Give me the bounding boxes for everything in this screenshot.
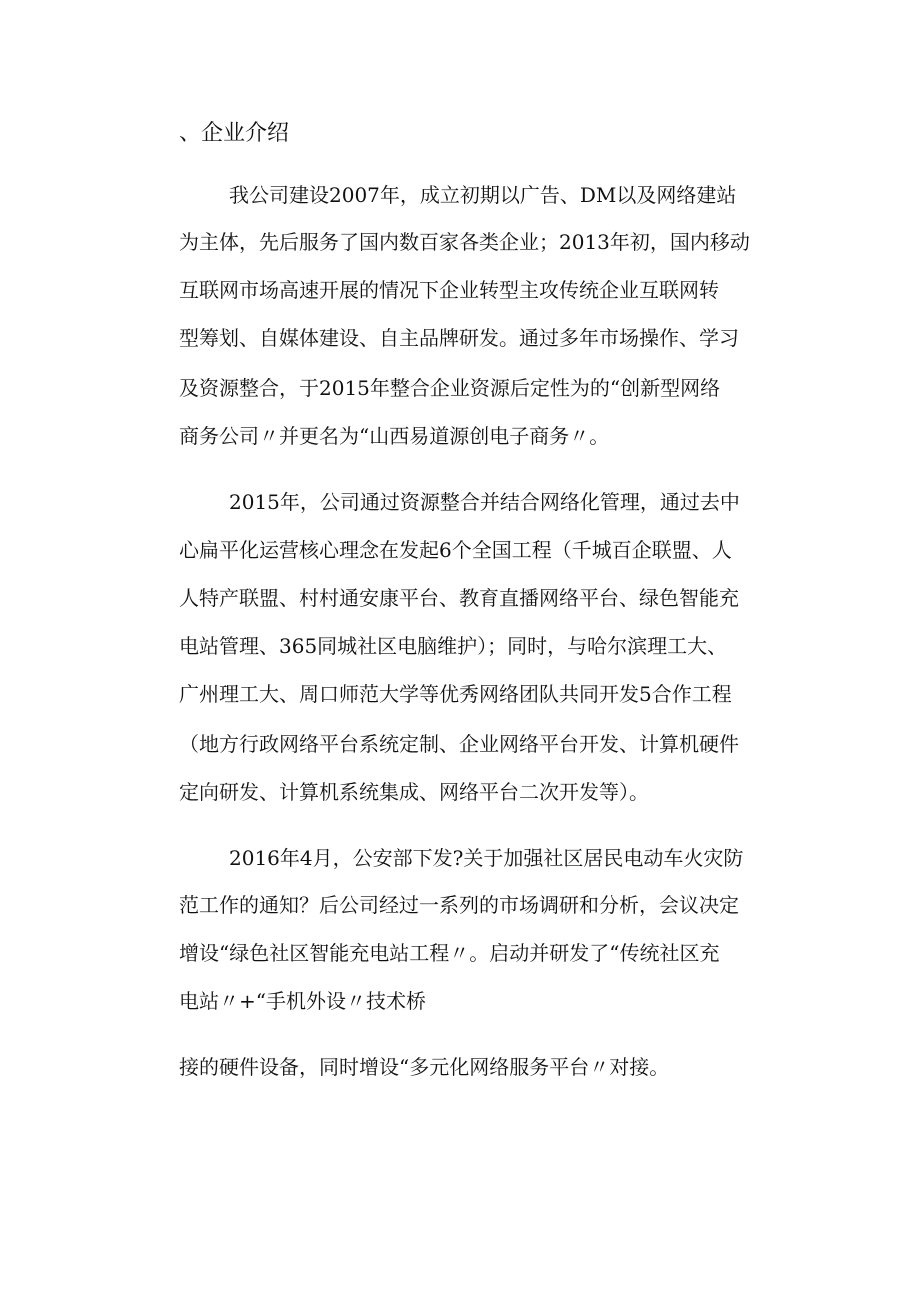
- paragraph-line: （地方行政网络平台系统定制、企业网络平台开发、计算机硬件: [179, 732, 739, 756]
- paragraph-line: 范工作的通知？后公司经过一系列的市场调研和分析，会议决定: [179, 893, 739, 917]
- paragraph-line: 接的硬件设备，同时增设“多元化网络服务平台〃对接。: [179, 1055, 670, 1079]
- paragraph-line: 电站管理、365同城社区电脑维护）；同时，与哈尔滨理工大、: [179, 634, 728, 658]
- paragraph-line: 互联网市场高速开展的情况下企业转型主攻传统企业互联网转: [179, 278, 719, 302]
- paragraph-line: 为主体，先后服务了国内数百家各类企业；2013年初，国内移动: [179, 230, 750, 254]
- paragraph-line: 我公司建设2007年，成立初期以广告、DM以及网络建站: [229, 183, 737, 207]
- section-heading: 、企业介绍: [179, 121, 290, 146]
- paragraph-line: 2016年4月，公安部下发?关于加强社区居民电动车火灾防: [229, 846, 744, 870]
- paragraph-line: 型筹划、自媒体建设、自主品牌研发。通过多年市场操作、学习: [179, 326, 739, 350]
- paragraph-line: 心扁平化运营核心理念在发起6个全国工程（千城百企联盟、人: [179, 538, 732, 562]
- paragraph-line: 电站〃+“手机外设〃技术桥: [179, 989, 426, 1013]
- paragraph-line: 人特产联盟、村村通安康平台、教育直播网络平台、绿色智能充: [179, 586, 739, 610]
- paragraph-line: 广州理工大、周口师范大学等优秀网络团队共同开发5合作工程: [179, 682, 732, 706]
- paragraph-line: 2015年，公司通过资源整合并结合网络化管理，通过去中: [229, 490, 740, 514]
- paragraph-line: 定向研发、计算机系统集成、网络平台二次开发等）。: [179, 780, 649, 804]
- paragraph-line: 商务公司〃并更名为“山西易道源创电子商务〃。: [179, 424, 610, 448]
- paragraph-line: 及资源整合，于2015年整合企业资源后定性为的“创新型网络: [179, 376, 721, 400]
- paragraph-line: 增设“绿色社区智能充电站工程〃。启动并研发了“传统社区充: [179, 941, 720, 965]
